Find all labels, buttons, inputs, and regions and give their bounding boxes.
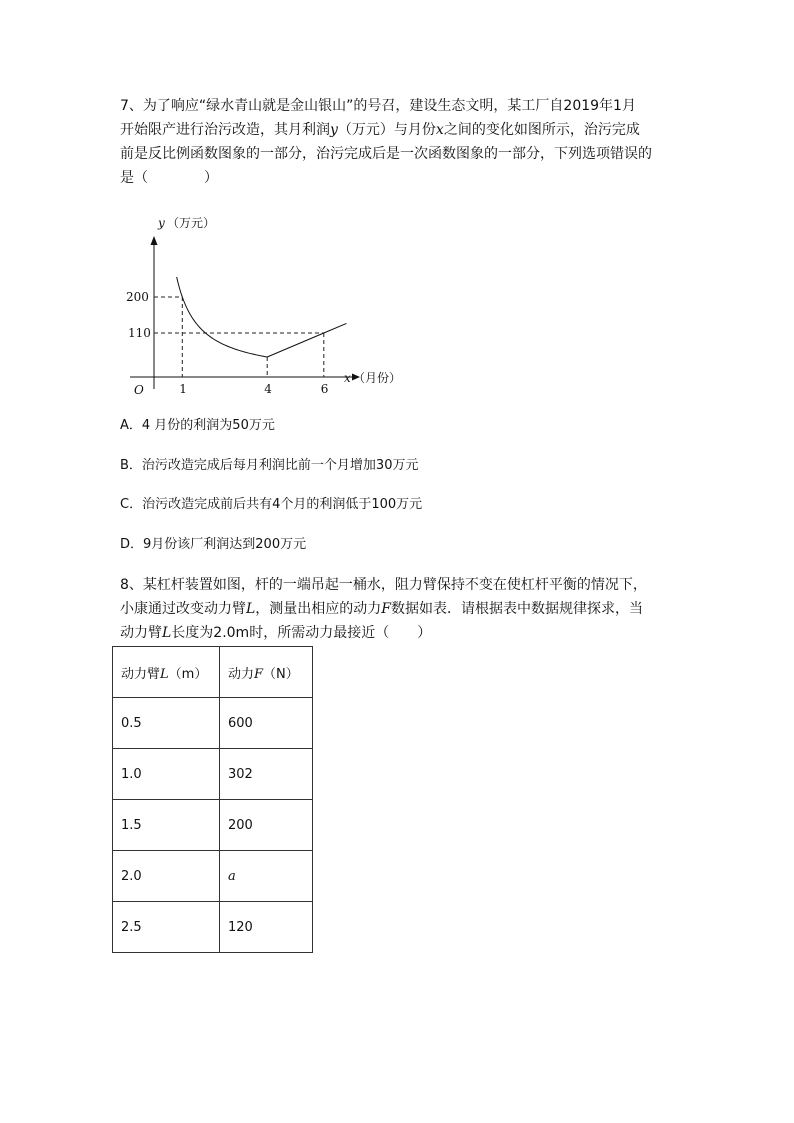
option-a: A．4 月份的利润为50万元: [120, 418, 275, 433]
cell-lever-arm: 2.5: [113, 902, 220, 953]
question-7-text: 开始限产进行治污改造，其月利润: [120, 122, 330, 138]
origin-label: O: [134, 383, 144, 397]
cell-lever-arm: 1.0: [113, 749, 220, 800]
x-tick-label: 1: [179, 382, 187, 396]
variable-x: x: [435, 122, 444, 138]
series-reciprocal-curve: [177, 277, 268, 357]
cell-force: a: [220, 851, 313, 902]
header-lever-arm: [113, 647, 220, 698]
y-tick-label: 200: [126, 290, 149, 304]
question-8-text: 动力臂: [120, 625, 162, 641]
question-8: [120, 573, 680, 645]
series-linear-line: [267, 323, 346, 357]
variable-y: y: [330, 122, 338, 138]
variable-F: F: [254, 666, 264, 682]
question-8-text: 长度为2.0m时，所需动力最接近（ ）: [171, 625, 432, 641]
y-axis-arrow: [151, 236, 158, 245]
lever-data-table: [112, 646, 313, 953]
table-row: [113, 698, 313, 749]
cell-force: 302: [220, 749, 313, 800]
question-7-line-3: 前是反比例函数图象的一部分，治污完成后是一次函数图象的一部分，下列选项错误的: [120, 146, 652, 162]
profit-graph: [120, 205, 410, 400]
variable-L: L: [162, 625, 172, 641]
table-row: [113, 851, 313, 902]
table-row: [113, 749, 313, 800]
question-7-text: （万元）与月份: [337, 122, 436, 138]
question-7: [120, 94, 680, 190]
question-8-text: 数据如表．请根据表中数据规律探求，当: [391, 601, 644, 617]
question-7-line-1: 7、为了响应“绿水青山就是金山银山”的号召，建设生态文明，某工厂自2019年1月: [120, 98, 636, 114]
option-b: B．治污改造完成后每月利润比前一个月增加30万元: [120, 458, 419, 473]
x-tick-label: 6: [320, 382, 329, 396]
y-axis-label-unit: （万元）: [167, 216, 216, 230]
x-axis-label-unit: （月份）: [353, 371, 402, 385]
header-text: 动力: [228, 666, 255, 682]
question-8-line-2: [120, 597, 680, 621]
header-force: [220, 647, 313, 698]
question-8-text: ，测量出相应的动力: [255, 601, 382, 617]
question-7-line-4: 是（ ）: [120, 170, 218, 186]
cell-force: 600: [220, 698, 313, 749]
header-unit: （m）: [168, 666, 208, 682]
x-axis-label-var: x: [344, 371, 351, 385]
cell-force: 200: [220, 800, 313, 851]
variable-L: L: [246, 601, 256, 617]
question-8-text: 小康通过改变动力臂: [120, 601, 246, 617]
cell-lever-arm: 0.5: [113, 698, 220, 749]
option-d: D．9月份该厂利润达到200万元: [120, 537, 307, 552]
question-8-line-1: 8、某杠杆装置如图，杆的一端吊起一桶水，阻力臂保持不变在使杠杆平衡的情况下，: [120, 577, 647, 593]
cell-lever-arm: 2.0: [113, 851, 220, 902]
question-8-line-3: [120, 621, 680, 645]
question-7-line-2: [120, 118, 680, 142]
option-c: C．治污改造完成前后共有4个月的利润低于100万元: [120, 497, 423, 512]
cell-lever-arm: 1.5: [113, 800, 220, 851]
header-unit: （N）: [263, 666, 299, 682]
variable-F: F: [381, 601, 392, 617]
variable-L: L: [160, 666, 169, 682]
header-text: 动力臂: [121, 666, 161, 682]
cell-force: 120: [220, 902, 313, 953]
x-tick-label: 4: [264, 382, 272, 396]
table-row: [113, 800, 313, 851]
table-header-row: [113, 647, 313, 698]
y-tick-label: 110: [128, 326, 151, 340]
question-7-text: 之间的变化如图所示，治污完成: [443, 122, 640, 138]
table-row: [113, 902, 313, 953]
y-axis-label-var: y: [158, 216, 165, 230]
